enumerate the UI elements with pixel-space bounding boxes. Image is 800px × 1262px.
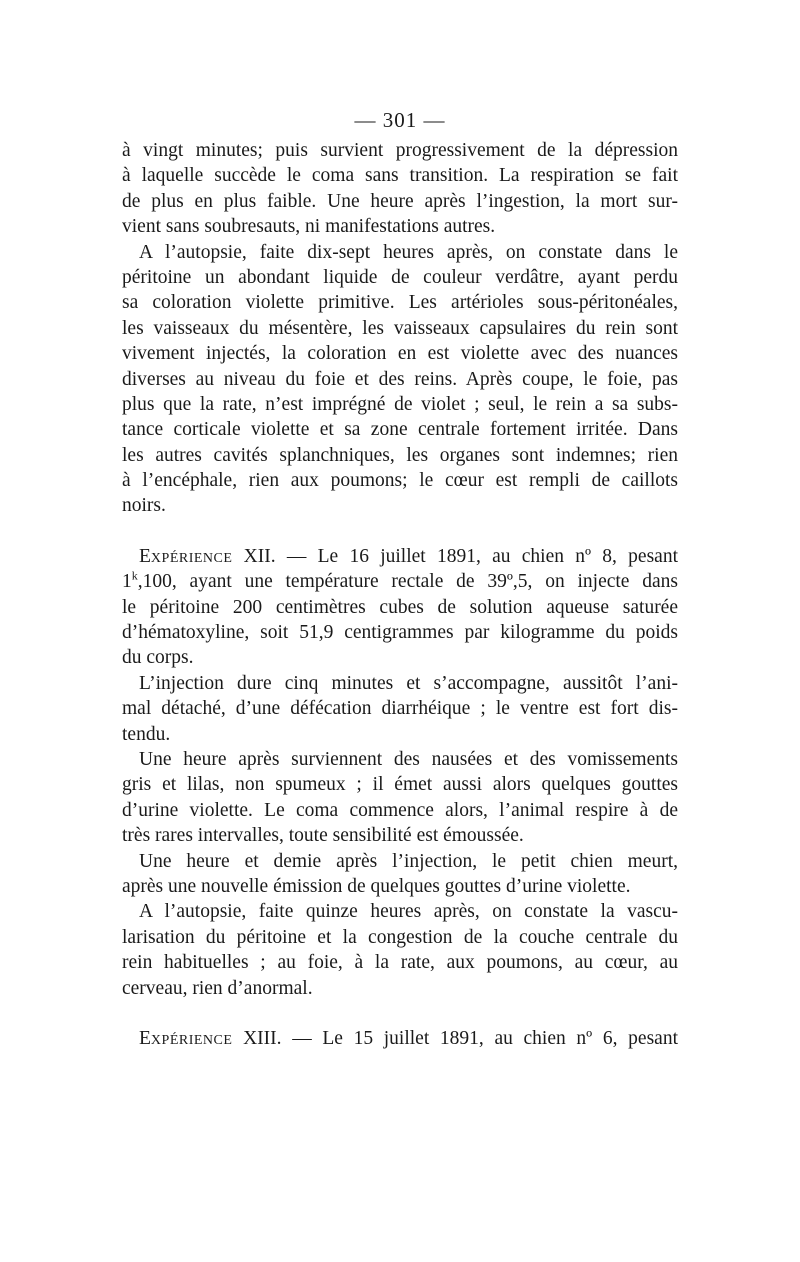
text-line: Une heure après surviennent des nausées et des vomissements — [139, 748, 678, 770]
text-line: à l’encéphale, rien aux poumons; le cœur est rempli de caillots — [122, 470, 678, 492]
text-line: les vaisseaux du mésentère, les vaisseaux capsulaires du rein sont — [122, 317, 678, 339]
text-line: plus que la rate, n’est imprégné de violet ; seul, le rein a sa subs- — [122, 393, 678, 415]
text-line: à vingt minutes; puis survient progressivement de la dépression — [122, 140, 678, 161]
experience-label-initial: E — [139, 1027, 151, 1049]
text-line: du corps. — [122, 647, 194, 669]
paragraph-death — [122, 849, 678, 900]
text-line: cerveau, rien d’anormal. — [122, 977, 313, 999]
text-line: les autres cavités splanchniques, les organes sont indemnes; rien — [122, 444, 678, 466]
experience-heading-line — [122, 544, 678, 569]
experience-label-initial: E — [139, 545, 151, 567]
text-line: mal détaché, d’une défécation diarrhéique ; le ventre est fort dis- — [122, 698, 678, 720]
text-line: d’urine violette. Le coma commence alors, l’animal respire à de — [122, 799, 678, 821]
text-line: tendu. — [122, 723, 171, 745]
text-line: vient sans soubresauts, ni manifestations autres. — [122, 216, 496, 238]
text-line: tance corticale violette et sa zone centrale fortement irritée. Dans — [122, 419, 678, 441]
text-line: A l’autopsie, faite quinze heures après, on constate la vascu- — [139, 901, 678, 923]
page-number: — 301 — — [354, 108, 446, 132]
paragraph-autopsy-2 — [122, 899, 678, 1001]
book-page — [122, 104, 678, 1051]
text-line: noirs. — [122, 495, 166, 517]
section-gap — [122, 519, 678, 544]
text-line: très rares intervalles, toute sensibilité est émoussée. — [122, 825, 524, 847]
text-line: rein habituelles ; au foie, à la rate, aux poumons, au cœur, au — [122, 952, 678, 974]
text-line — [122, 569, 678, 594]
text-line: L’injection dure cinq minutes et s’accompagne, aussitôt l’ani- — [139, 672, 678, 694]
paragraph-symptoms — [122, 747, 678, 849]
text-span: ,100, ayant une température rectale de 39º,5, on injecte dans — [137, 571, 678, 593]
experience-heading-text: XIII. — Le 15 juillet 1891, au chien nº 6, pesant — [232, 1027, 678, 1049]
text-line: larisation du péritoine et la congestion de la couche centrale du — [122, 926, 678, 948]
paragraph-experience-12 — [122, 544, 678, 671]
text-line: Une heure et demie après l’injection, le petit chien meurt, — [139, 850, 678, 872]
weight-value: 1 — [122, 571, 132, 593]
paragraph-experience-13 — [122, 1026, 678, 1051]
paragraph-injection — [122, 671, 678, 747]
text-line: gris et lilas, non spumeux ; il émet aussi alors quelques gouttes — [122, 774, 678, 796]
experience-heading-text: XII. — Le 16 juillet 1891, au chien nº 8, pesant — [232, 545, 678, 567]
text-line: le péritoine 200 centimètres cubes de solution aqueuse saturée — [122, 596, 678, 618]
experience-label-rest: XPÉRIENCE — [150, 550, 233, 566]
text-line: d’hématoxyline, soit 51,9 centigrammes par kilogramme du poids — [122, 622, 678, 644]
text-line: vivement injectés, la coloration en est violette avec des nuances — [122, 343, 678, 365]
weight-unit: k — [131, 569, 138, 583]
text-line: à laquelle succède le coma sans transition. La respiration se fait — [122, 165, 678, 187]
experience-label-rest: XPÉRIENCE — [150, 1032, 233, 1048]
text-line: de plus en plus faible. Une heure après l’ingestion, la mort sur- — [122, 190, 678, 212]
text-line: A l’autopsie, faite dix-sept heures après, on constate dans le — [139, 241, 678, 263]
experience-heading-line — [122, 1026, 678, 1051]
paragraph-continuation — [122, 138, 678, 240]
text-line: péritoine un abondant liquide de couleur verdâtre, ayant perdu — [122, 266, 678, 288]
text-line: après une nouvelle émission de quelques gouttes d’urine violette. — [122, 875, 631, 897]
text-line: diverses au niveau du foie et des reins. Après coupe, le foie, pas — [122, 368, 678, 390]
section-gap — [122, 1001, 678, 1026]
paragraph-autopsy-1 — [122, 240, 678, 519]
text-line: sa coloration violette primitive. Les artérioles sous-péritonéales, — [122, 292, 678, 314]
